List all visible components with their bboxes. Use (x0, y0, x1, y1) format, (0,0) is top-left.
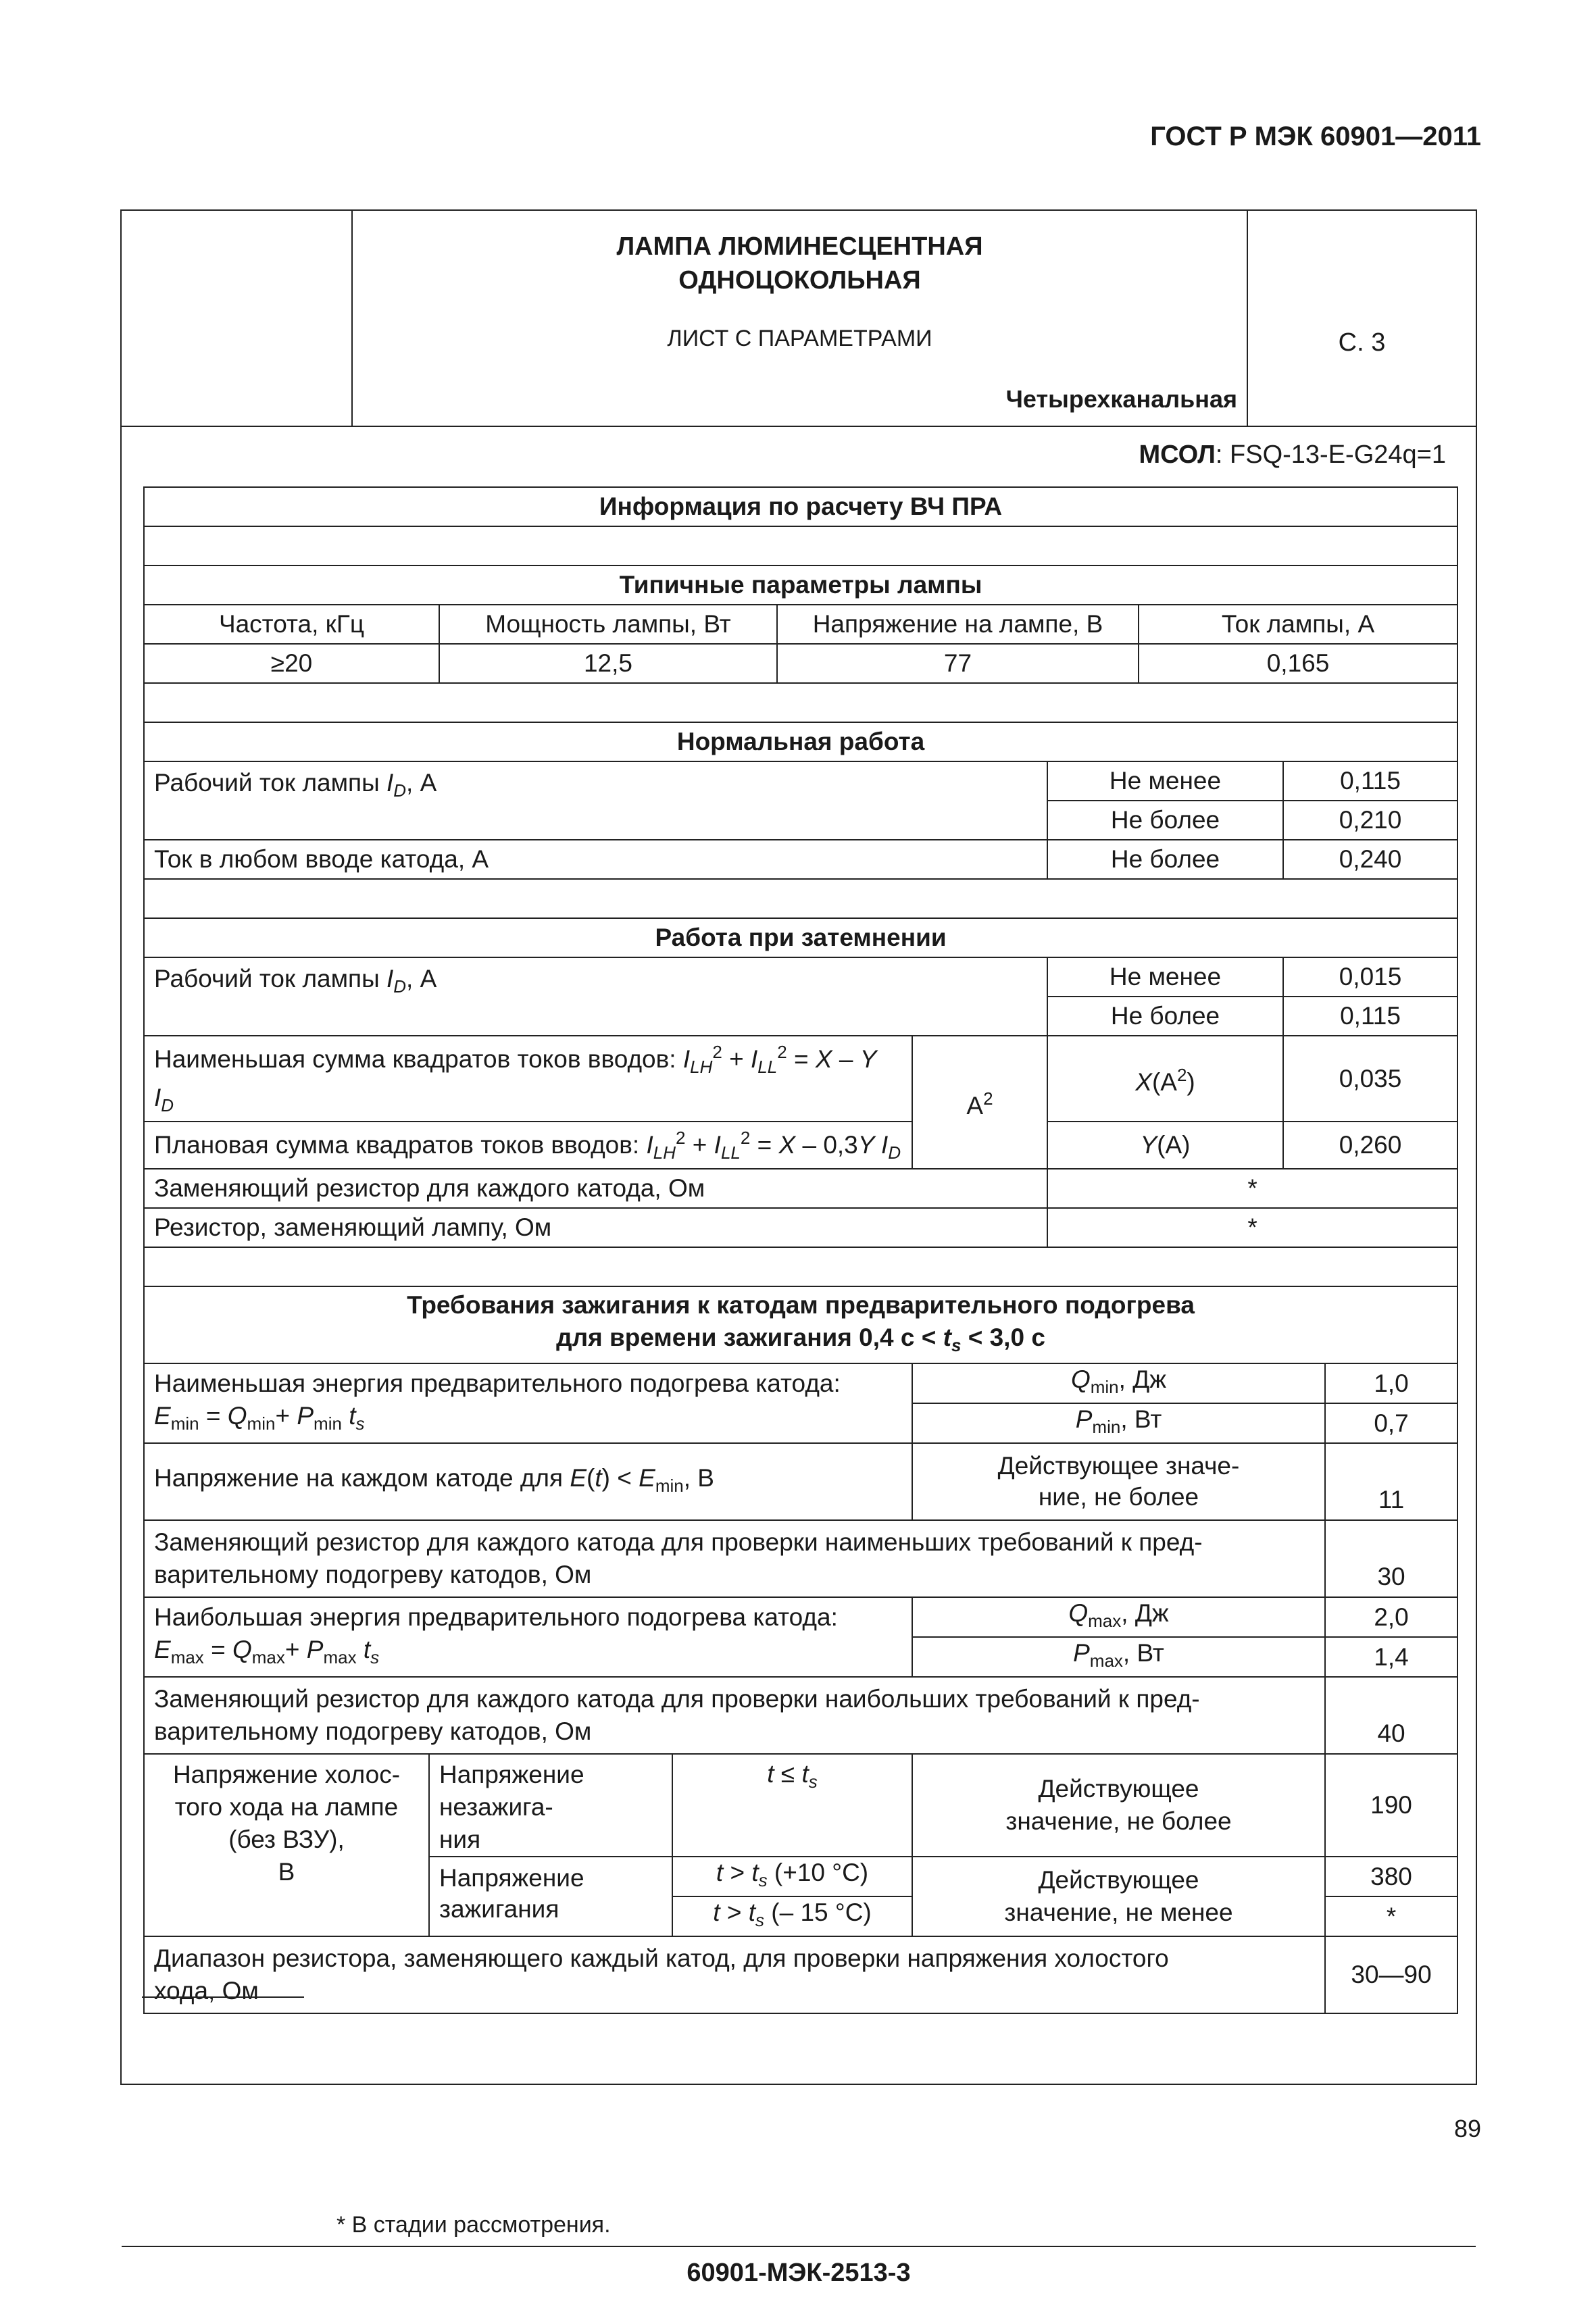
ocv-line-4: В (278, 1858, 295, 1886)
symbol-p: P (1075, 1405, 1093, 1433)
table-row (144, 1936, 1457, 2013)
table-row (144, 1597, 1457, 1637)
qmin-value: 1,0 (1325, 1363, 1457, 1403)
col-header-frequency: Частота, кГц (144, 605, 439, 644)
empty-cell (144, 683, 1457, 722)
dimming-op-current-label (144, 957, 1047, 1036)
unit: , Дж (1118, 1365, 1167, 1393)
empty-row (144, 1247, 1457, 1286)
value-power: 12,5 (439, 644, 777, 683)
range-label (144, 1936, 1325, 2013)
line-2: значение, не менее (1004, 1898, 1233, 1926)
section-typical: Типичные параметры лампы (144, 565, 1457, 605)
msol-designation (1139, 441, 1446, 470)
unit: , А (406, 769, 437, 797)
qmax-label: $Q_{max}$, Дж (912, 1597, 1325, 1637)
symbol-p: P (1073, 1639, 1090, 1667)
table-row (144, 957, 1457, 997)
cathode-current-value: 0,240 (1283, 840, 1457, 879)
formula: $E_{max} = Q_{max}+ P_{max}$ $t_s$ (154, 1635, 380, 1667)
line-1: Действующее (1038, 1866, 1199, 1894)
y-label (1047, 1122, 1283, 1169)
typical-values-row (144, 644, 1457, 683)
range-value: 30—90 (1325, 1936, 1457, 2013)
normal-max-value: 0,210 (1283, 801, 1457, 840)
subscript: D (393, 780, 407, 801)
subst-cathode-value: * (1047, 1169, 1457, 1208)
header-title-cell (353, 211, 1248, 426)
formula: $E_{min} = Q_{min}+ P_{min}$ $t_s$ (154, 1401, 365, 1434)
ocv-line-1: Напряжение холос- (172, 1761, 401, 1788)
sheet-subtitle: ЛИСТ С ПАРАМЕТРАМИ (667, 326, 932, 351)
least-sum-label: Наименьшая сумма квадратов токов вводов: $I_{LH}^2 + I_{LL}^2 = X - Y$ $I_D$ (144, 1036, 912, 1122)
table-row (144, 1754, 1457, 1857)
non-ignition-label (429, 1754, 672, 1857)
page-number: 89 (1453, 2115, 1481, 2142)
temperature: (– 15 °С) (764, 1898, 872, 1926)
x-label: $X(А^2)$ (1047, 1036, 1283, 1122)
cathode-current-limit: Не более (1047, 840, 1283, 879)
title-line-1: ЛАМПА ЛЮМИНЕСЦЕНТНАЯ (616, 232, 983, 261)
planned-sum-label: Плановая сумма квадратов токов вводов: $I_{LH}^2 + I_{LL}^2 = X - 0,3Y$ $I_D$ (144, 1122, 912, 1169)
pmax-label: $P_{max}$, Вт (912, 1637, 1325, 1677)
label-text: Наименьшая энергия предварительного подогрева катода: (154, 1369, 841, 1397)
table-row (144, 1208, 1457, 1247)
sheet-code: 60901-МЭК-2513-3 (122, 2246, 1476, 2297)
unit: , Дж (1121, 1599, 1169, 1627)
non-ignition-value: 190 (1325, 1754, 1457, 1857)
section-line-2 (154, 1322, 1447, 1361)
x-value: 0,035 (1283, 1036, 1457, 1122)
line-2: значение, не более (1005, 1807, 1232, 1835)
text-a: Напряжение на каждом катоде для (154, 1463, 570, 1492)
dimming-min-value: 0,015 (1283, 957, 1457, 997)
header-empty-cell (122, 211, 353, 426)
typical-header-row (144, 605, 1457, 644)
text-c: , В (683, 1463, 714, 1492)
ignition-condition-plus10: $t > t_s$ (+10 °С) (672, 1857, 912, 1896)
normal-op-current-label (144, 761, 1047, 840)
pmin-value: 0,7 (1325, 1403, 1457, 1443)
unit: , Вт (1122, 1639, 1164, 1667)
subst-lamp-value: * (1047, 1208, 1457, 1247)
symbol: I (386, 769, 394, 797)
col-header-power: Мощность лампы, Вт (439, 605, 777, 644)
limit-line-2: ние, не более (1038, 1483, 1199, 1511)
table-row (144, 1677, 1457, 1754)
subst-min-label (144, 1520, 1325, 1597)
subscript-s: s (951, 1334, 962, 1355)
subst-lamp-label: Резистор, заменяющий лампу, Ом (144, 1208, 1047, 1247)
limit-line-1: Действующее значе- (997, 1452, 1240, 1480)
label-text: Рабочий ток лампы (154, 965, 386, 992)
section-ignition (144, 1286, 1457, 1363)
ignition-value-minus15: * (1325, 1896, 1457, 1936)
parameters-table (143, 486, 1458, 2014)
empty-cell (144, 879, 1457, 918)
operator: ≤ (774, 1760, 802, 1788)
ignition-limit (912, 1857, 1325, 1936)
symbol-q: Q (1068, 1599, 1089, 1627)
normal-min-label: Не менее (1047, 761, 1283, 801)
sheet-header (122, 211, 1476, 427)
unit: (А) (1157, 1131, 1191, 1159)
subst-cathode-label: Заменяющий резистор для каждого катода, Ом (144, 1169, 1047, 1208)
table-row (144, 840, 1457, 879)
table-row (144, 1169, 1457, 1208)
a2-unit: $А^2$ (912, 1036, 1047, 1169)
subst-min-value: 30 (1325, 1520, 1457, 1597)
empty-row (144, 879, 1457, 918)
text-b: < (609, 1463, 639, 1492)
section-normal: Нормальная работа (144, 722, 1457, 761)
subscript: D (393, 976, 407, 997)
msol-value: : FSQ-13-E-G24q=1 (1215, 441, 1446, 469)
symbol: I (386, 965, 394, 992)
section-row (144, 1286, 1457, 1363)
symbol-q: Q (1070, 1365, 1091, 1393)
sheet-title (353, 230, 1247, 297)
emin-label (144, 1363, 912, 1443)
dimming-max-label: Не более (1047, 997, 1283, 1036)
lamp-type: Четырехканальная (1005, 385, 1237, 413)
label-text: Рабочий ток лампы (154, 769, 386, 797)
unit: (А (1151, 1068, 1177, 1096)
empty-cell (144, 1247, 1457, 1286)
value-current: 0,165 (1139, 644, 1457, 683)
empty-row (144, 683, 1457, 722)
non-ignition-limit (912, 1754, 1325, 1857)
label-text: Плановая сумма квадратов токов вводов: (154, 1131, 647, 1159)
pmin-label: $P_{min}$, Вт (912, 1403, 1325, 1443)
text-a: для времени зажигания 0,4 с < (556, 1323, 943, 1351)
footnote-divider (142, 1996, 304, 1998)
table-row (144, 1363, 1457, 1403)
section-dimming: Работа при затемнении (144, 918, 1457, 957)
col-header-current: Ток лампы, А (1139, 605, 1457, 644)
cathode-voltage-limit (912, 1443, 1325, 1520)
label-text: Наименьшая сумма квадратов токов вводов: (154, 1045, 683, 1073)
ocv-line-3: (без ВЗУ), (228, 1826, 345, 1853)
unit-a: А (966, 1092, 984, 1120)
section-row (144, 565, 1457, 605)
label-line-2: хода, Ом (154, 1977, 259, 2005)
ocv-line-2: того хода на лампе (174, 1793, 399, 1821)
dimming-min-label: Не менее (1047, 957, 1283, 997)
unit: , А (406, 965, 437, 992)
table-row (144, 761, 1457, 801)
qmin-label: $Q_{min}$, Дж (912, 1363, 1325, 1403)
cathode-current-label: Ток в любом вводе катода, А (144, 840, 1047, 879)
normal-min-value: 0,115 (1283, 761, 1457, 801)
ocv-label (144, 1754, 429, 1936)
label-line-1: Заменяющий резистор для каждого катода для проверки наименьших требований к пред- (154, 1528, 1203, 1556)
col-header-voltage: Напряжение на лампе, В (777, 605, 1139, 644)
subst-max-value: 40 (1325, 1677, 1457, 1754)
table-row (144, 1122, 1457, 1169)
footnote: * В стадии рассмотрения. (336, 2212, 611, 2238)
dimming-max-value: 0,115 (1283, 997, 1457, 1036)
section-row (144, 722, 1457, 761)
unit: , Вт (1120, 1405, 1162, 1433)
ignition-condition-minus15: $t > t_s$ (– 15 °С) (672, 1896, 912, 1936)
symbol-x: X (1135, 1068, 1152, 1096)
section-row (144, 487, 1457, 526)
label-line-1: Заменяющий резистор для каждого катода для проверки наибольших требований к пред- (154, 1685, 1200, 1713)
label-line-2: варительному подогреву катодов, Ом (154, 1561, 592, 1588)
temperature: (+10 °С) (767, 1859, 869, 1886)
subst-max-label (144, 1677, 1325, 1754)
value-frequency: ≥20 (144, 644, 439, 683)
label-line-1: Диапазон резистора, заменяющего каждый катод, для проверки напряжения холостого (154, 1944, 1169, 1972)
symbol-t: t (943, 1323, 951, 1351)
standard-number: ГОСТ Р МЭК 60901—2011 (1150, 122, 1481, 151)
table-row (144, 1036, 1457, 1122)
qmax-value: 2,0 (1325, 1597, 1457, 1637)
label-line-2: варительному подогреву катодов, Ом (154, 1717, 592, 1745)
normal-max-label: Не более (1047, 801, 1283, 840)
msol-label: МСОЛ (1139, 441, 1216, 469)
line-1: Напряжение незажига- (439, 1761, 584, 1821)
emax-label (144, 1597, 912, 1677)
pmax-value: 1,4 (1325, 1637, 1457, 1677)
cathode-voltage-value: 11 (1325, 1443, 1457, 1520)
non-ignition-condition: $t \le t_s$ (672, 1754, 912, 1857)
y-value: 0,260 (1283, 1122, 1457, 1169)
operator: > (723, 1859, 752, 1886)
table-row (144, 1443, 1457, 1520)
sheet-page: С. 3 (1338, 328, 1386, 357)
text-b: < 3,0 с (961, 1323, 1045, 1351)
header-page-cell (1248, 211, 1476, 426)
operator: > (720, 1898, 749, 1926)
value-voltage: 77 (777, 644, 1139, 683)
section-hf-info: Информация по расчету ВЧ ПРА (144, 487, 1457, 526)
ignition-value-plus10: 380 (1325, 1857, 1457, 1896)
empty-row (144, 526, 1457, 565)
empty-cell (144, 526, 1457, 565)
line-1: Действующее (1038, 1775, 1199, 1803)
section-line-1: Требования зажигания к катодам предварительного подогрева (407, 1290, 1195, 1319)
cathode-voltage-label: Напряжение на каждом катоде для $E(t) < E_{min}$, В (144, 1443, 912, 1520)
symbol-y: Y (1140, 1131, 1157, 1159)
title-line-2: ОДНОЦОКОЛЬНАЯ (678, 266, 921, 295)
line-2: ния (439, 1826, 481, 1853)
section-row (144, 918, 1457, 957)
ignition-label: Напряжение зажигания (429, 1857, 672, 1936)
table-row (144, 1520, 1457, 1597)
label-text: Наибольшая энергия предварительного подогрева катода: (154, 1603, 838, 1631)
